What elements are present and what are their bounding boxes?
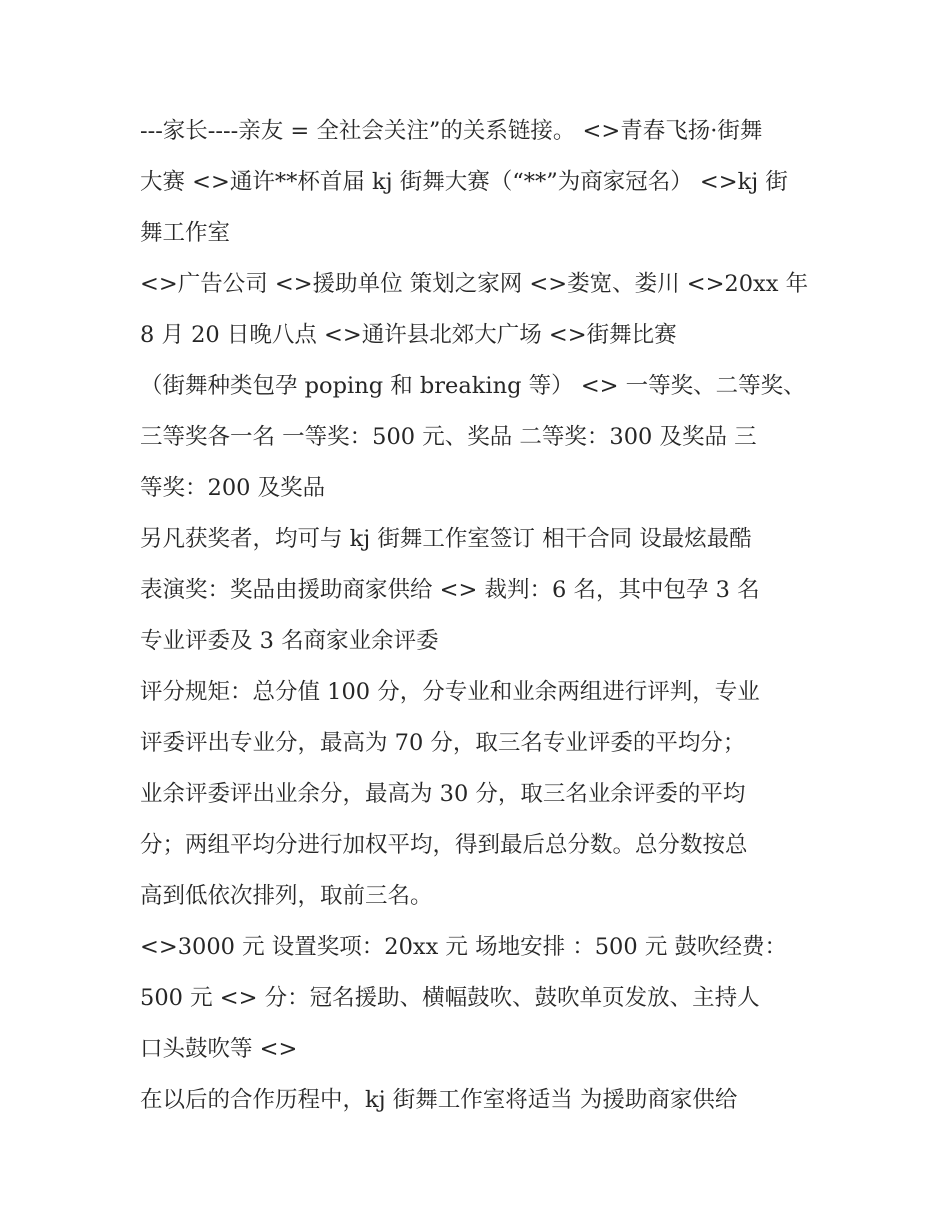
text-line: 8 月 20 日晚八点 <>通许县北郊大广场 <>街舞比赛 [140,322,677,348]
text-line: <>广告公司 <>援助单位 策划之家网 <>娄宽、娄川 <>20xx 年 [140,271,809,297]
text-line: 等奖：200 及奖品 [140,475,326,501]
text-line: 大赛 <>通许**杯首届 kj 街舞大赛（“**”为商家冠名） <>kj 街 [140,169,788,195]
text-line: 评委评出专业分，最高为 70 分，取三名专业评委的平均分； [140,730,746,756]
text-line: <>3000 元 设置奖项：20xx 元 场地安排 ：500 元 鼓吹经费： [140,934,787,960]
text-line: 分；两组平均分进行加权平均，得到最后总分数。总分数按总 [140,832,748,858]
text-line: （街舞种类包孕 poping 和 breaking 等） <> 一等奖、二等奖、 [140,373,806,399]
text-line: 表演奖：奖品由援助商家供给 <> 裁判：6 名，其中包孕 3 名 [140,577,760,603]
text-line: 另凡获奖者，均可与 kj 街舞工作室签订 相干合同 设最炫最酷 [140,526,752,552]
text-line: ---家长----亲友 = 全社会关注”的关系链接。 <>青春飞扬·街舞 [140,118,763,144]
text-line: 专业评委及 3 名商家业余评委 [140,628,439,654]
text-line: 评分规矩：总分值 100 分，分专业和业余两组进行评判，专业 [140,679,760,705]
text-line: 500 元 <> 分：冠名援助、横幅鼓吹、鼓吹单页发放、主持人 [140,985,760,1011]
text-line: 三等奖各一名 一等奖：500 元、奖品 二等奖：300 及奖品 三 [140,424,757,450]
paragraph-3 [140,514,820,667]
text-line: 在以后的合作历程中，kj 街舞工作室将适当 为援助商家供给 [140,1087,738,1113]
text-line: 业余评委评出业余分，最高为 30 分，取三名业余评委的平均 [140,781,746,807]
paragraph-2 [140,259,820,514]
paragraph-4 [140,667,820,922]
paragraph-6 [140,1075,820,1126]
paragraph-5 [140,922,820,1075]
text-line: 舞工作室 [140,220,231,246]
document-body [140,106,820,1126]
text-line: 高到低依次排列，取前三名。 [140,883,433,909]
text-line: 口头鼓吹等 <> [140,1036,298,1062]
paragraph-1 [140,106,820,259]
